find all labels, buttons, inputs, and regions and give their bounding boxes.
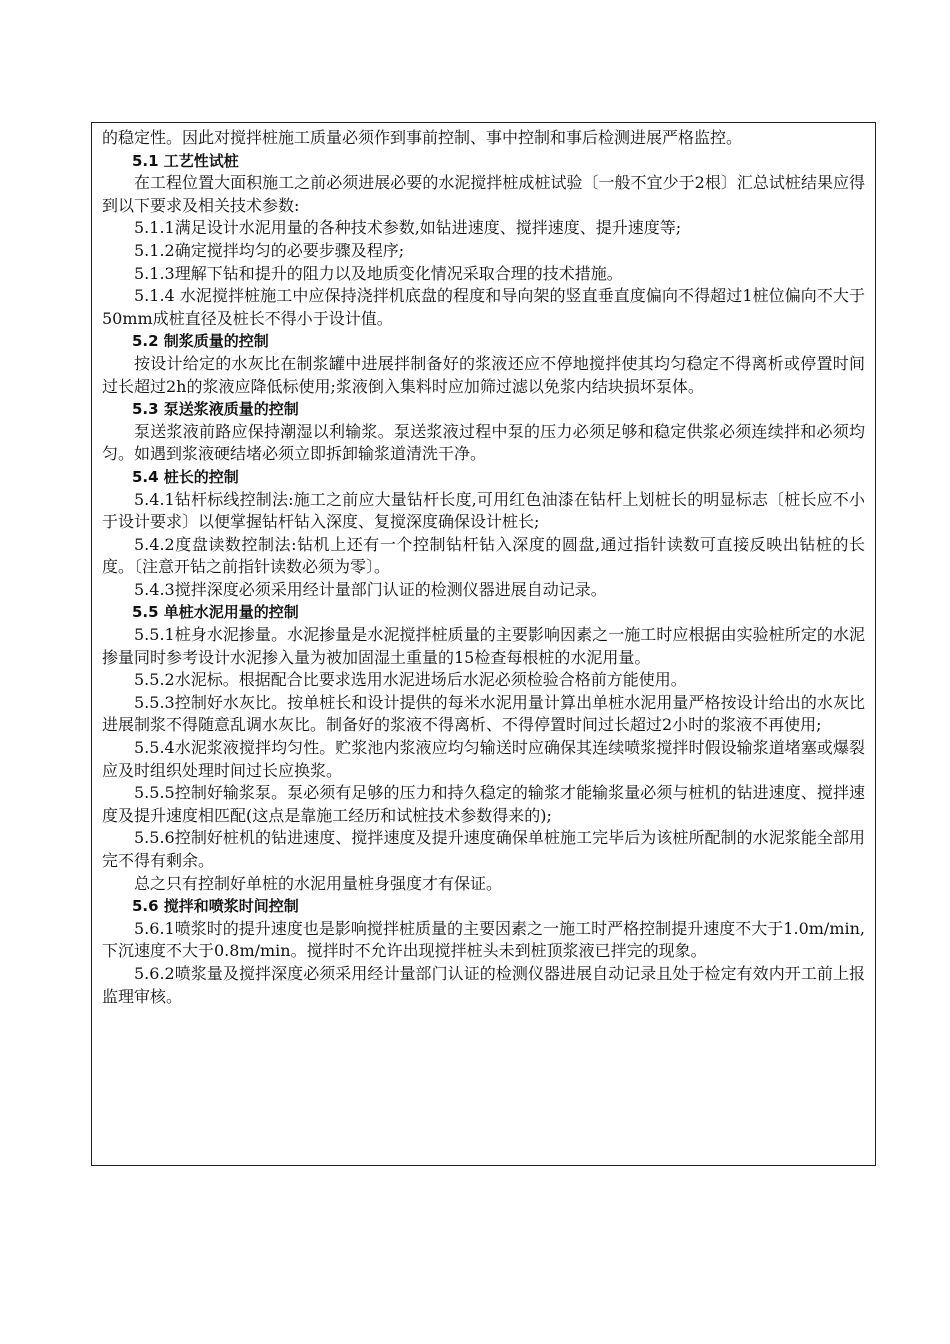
- paragraph: 5.5.2水泥标。根据配合比要求选用水泥进场后水泥必须检验合格前方能使用。: [134, 670, 687, 690]
- paragraph: 在工程位置大面积施工之前必须进展必要的水泥搅拌桩成桩试验〔一般不宜少于2根〕汇总试桩结果应得到以下要求及相关技术参数:: [102, 173, 865, 215]
- paragraph: 5.6.1喷浆时的提升速度也是影响搅拌桩质量的主要因素之一施工时严格控制提升速度不大于1.0m/min,下沉速度不大于0.8m/min。搅拌时不允许出现搅拌桩头未到桩顶浆液已拌完的现象。: [102, 918, 865, 961]
- paragraph: 5.5.5控制好输浆泵。泵必须有足够的压力和持久稳定的输浆才能输浆量必须与桩机的钻进速度、搅拌速度及提升速度相匹配(这点是靠施工经历和试桩技术参数得来的);: [102, 783, 865, 825]
- paragraph: 5.1.1满足设计水泥用量的各种技术参数,如钻进速度、搅拌速度、提升速度等;: [134, 218, 682, 238]
- section-heading-5-3: 5.3 泵送浆液质量的控制: [132, 400, 299, 419]
- paragraph: 5.6.2喷浆量及搅拌深度必须采用经计量部门认证的检测仪器进展自动记录且处于检定有效内开工前上报监理审核。: [102, 963, 865, 1006]
- section-heading-5-4: 5.4 桩长的控制: [132, 467, 239, 486]
- paragraph: 总之只有控制好单桩的水泥用量桩身强度才有保证。: [134, 873, 503, 893]
- section-heading-5-2: 5.2 制浆质量的控制: [132, 332, 269, 351]
- document-frame: [91, 122, 876, 1166]
- section-heading-5-1: 5.1 工艺性试桩: [132, 151, 239, 170]
- paragraph: 5.4.3搅拌深度必须采用经计量部门认证的检测仪器进展自动记录。: [134, 579, 607, 599]
- section-heading-5-5: 5.5 单桩水泥用量的控制: [132, 603, 299, 622]
- paragraph: 5.1.4 水泥搅拌桩施工中应保持浇拌机底盘的程度和导向架的竖直垂直度偏向不得超过1桩位偏向不大于50mm成桩直径及桩长不得小于设计值。: [102, 286, 865, 328]
- paragraph: 5.1.2确定搅拌均匀的必要步骤及程序;: [134, 240, 405, 260]
- section-heading-5-6: 5.6 搅拌和喷浆时间控制: [132, 897, 299, 916]
- paragraph: 按设计给定的水灰比在制浆罐中进展拌制备好的浆液还应不停地搅拌使其均匀稳定不得离析或停置时间过长超过2h的浆液应降低标使用;浆液倒入集料时应加筛过滤以免浆内结块损坏泵体。: [102, 353, 865, 396]
- paragraph: 5.5.6控制好桩机的钻进速度、搅拌速度及提升速度确保单桩施工完毕后为该桩所配制的水泥浆能全部用完不得有剩余。: [102, 828, 865, 870]
- paragraph: 5.1.3理解下钻和提升的阻力以及地质变化情况采取合理的技术措施。: [134, 263, 623, 283]
- paragraph: 5.5.3控制好水灰比。按单桩长和设计提供的每米水泥用量计算出单桩水泥用量严格按设计给出的水灰比进展制浆不得随意乱调水灰比。制备好的浆液不得离析、不得停置时间过长超过2小时的浆液不再使用;: [102, 692, 865, 735]
- paragraph: 5.4.1钻杆标线控制法:施工之前应大量钻杆长度,可用红色油漆在钻杆上划桩长的明显标志〔桩长应不小于设计要求〕以便掌握钻杆钻入深度、复搅深度确保设计桩长;: [102, 489, 865, 532]
- paragraph: 泵送浆液前路应保持潮湿以利输浆。泵送浆液过程中泵的压力必须足够和稳定供浆必须连续拌和必须均匀。如遇到浆液硬结堵必须立即拆卸输浆道清洗干净。: [102, 421, 865, 464]
- paragraph: 5.4.2度盘读数控制法:钻机上还有一个控制钻杆钻入深度的圆盘,通过指针读数可直接反映出钻桩的长度。〔注意开钻之前指针读数必须为零〕。: [102, 534, 865, 577]
- paragraph: 5.5.4水泥浆液搅拌均匀性。贮浆池内浆液应均匀输送时应确保其连续喷浆搅拌时假设输浆道堵塞或爆裂应及时组织处理时间过长应换浆。: [102, 738, 865, 780]
- paragraph: 5.5.1桩身水泥掺量。水泥掺量是水泥搅拌桩质量的主要影响因素之一施工时应根据由实验桩所定的水泥掺量同时参考设计水泥掺入量为被加固湿土重量的15检查每根桩的水泥用量。: [102, 625, 865, 667]
- paragraph: 的稳定性。因此对搅拌桩施工质量必须作到事前控制、事中控制和事后检测进展严格监控。: [102, 128, 743, 147]
